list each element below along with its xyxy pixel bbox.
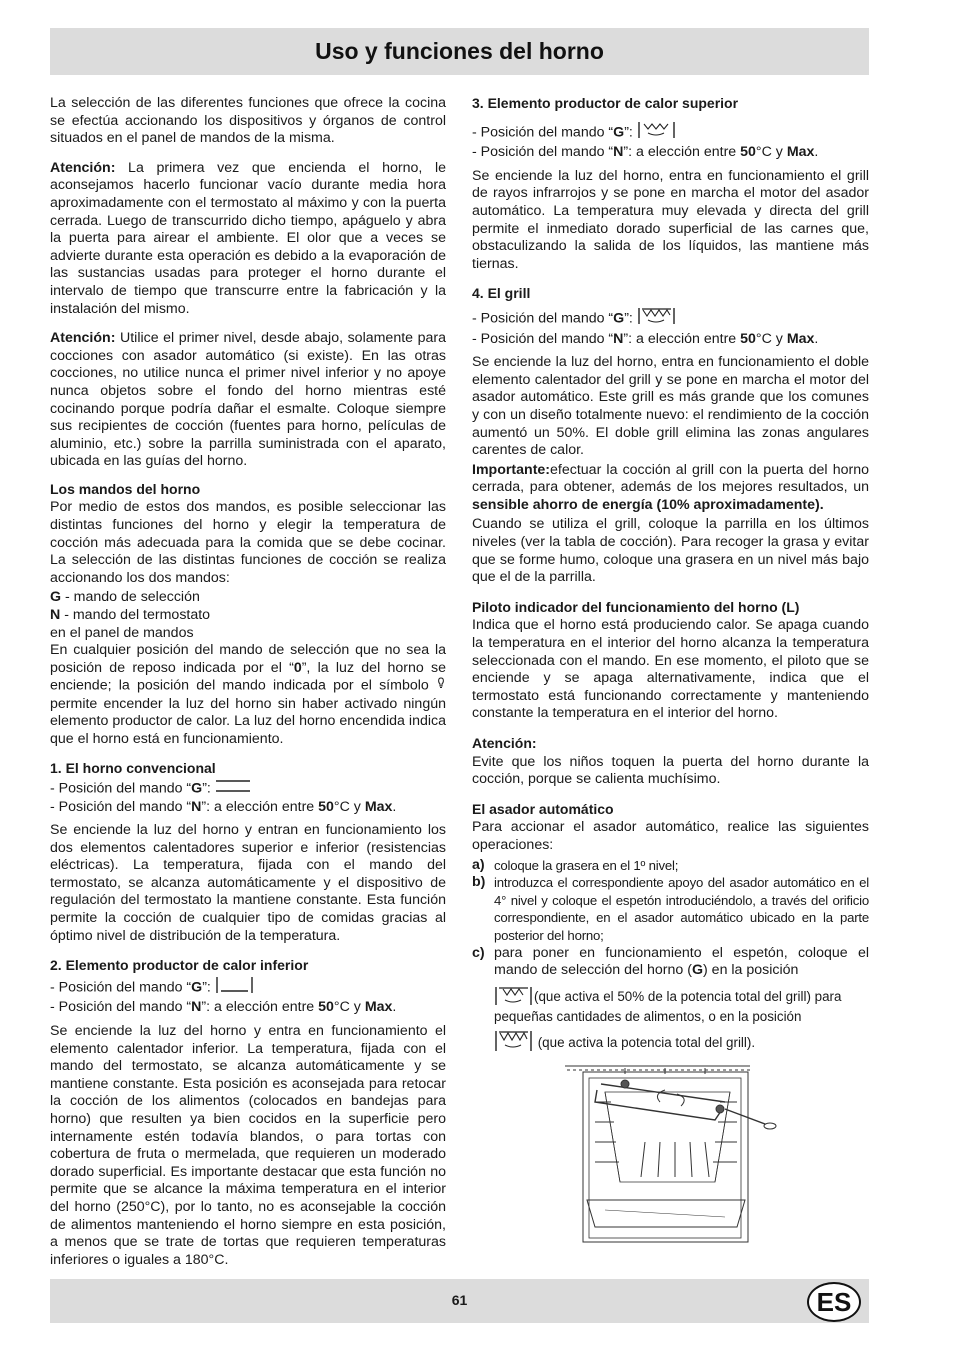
oven-rotisserie-illustration: [565, 1062, 795, 1248]
bottom-heat-icon: [215, 976, 255, 1000]
title-bar: [50, 28, 869, 75]
section-2-paragraph: Se enciende la luz del horno y entra en funcionamiento el elemento calentador inferior. La temperatura, fijada con el mando del termostato, se alcanza automáticamente y se mantiene constante. Esta posición es aconsejada para retocar la cocción de los alimentos (colocados en bandejas para horno) que resulten ya bien cocidos en la superficie pero internamente estén todavía blandos, o para tortas con cobertura de fruta o mermelada, que requieren un moderado dorado superficial. Es importante destacar que esta función no permite que se alcance la máxima temperatura en el interior del horno (250°C), por lo tanto, no es aconsejable la cocción de alimentos manteniendo el horno siempre en esta posición, a menos que se trate de tortas que requieren temperaturas inferiores o iguales a 180°C.: [50, 1023, 446, 1268]
section-4-heading: 4. El grill: [472, 285, 531, 302]
temp-min: 50: [740, 144, 756, 161]
g-text: - mando de selección: [61, 589, 200, 606]
list-label: b): [472, 874, 486, 891]
temp-min: 50: [740, 330, 756, 347]
right-column: [472, 95, 869, 1056]
pos-text: ”:: [202, 979, 215, 996]
pos-n-line: [50, 999, 446, 1017]
section-2-heading: 2. Elemento productor de calor inferior: [50, 957, 309, 974]
dot: .: [814, 144, 819, 161]
n-line: [50, 607, 446, 625]
temp-unit: °C y: [755, 330, 787, 347]
left-column: [50, 95, 446, 1281]
atencion-heading: Atención:: [472, 735, 537, 751]
n-text: - mando del termostato: [60, 607, 211, 624]
posicion-text: ”, la luz del horno se enciende; la posición del mando indicada por el símbolo: [50, 659, 446, 694]
page-title: Uso y funciones del horno: [315, 38, 604, 64]
section-1-heading: 1. El horno convencional: [50, 760, 216, 777]
pos-text: - Posición del mando “: [50, 780, 192, 797]
piloto-heading: Piloto indicador del funcionamiento del horno (L): [472, 598, 800, 615]
pos-text: - Posición del mando “: [472, 144, 614, 161]
temp-max: Max: [364, 798, 393, 815]
g-line: [50, 589, 446, 607]
mandos-paragraph: Por medio de estos dos mandos, es posible seleccionar las distintas funciones del horno y elegir la temperatura de cocción más adecuada para la comida que se debe cocinar. La selección de las distintas funciones de cocción se realiza accionando los dos mandos:: [50, 499, 446, 586]
atencion-paragraph: Evite que los niños toquen la puerta del horno durante la cocción, porque se calienta muchísimo.: [472, 753, 869, 788]
atencion-text: La primera vez que encienda el horno, le aconsejamos hacerlo funcionar vacío durante media hora aproximadamente con el termostato al máximo y con la puerta cerrada. Luego de transcurrido dicho tiempo, apáguelo y abra la puerta para airear el ambiente. El olor que a veces se advierte durante esta operación es debido a la evaporación de las sustancias usadas para proteger el horno durante el intervalo de tiempo que transcurre entre la fabricación y la instalación del mismo.: [50, 159, 446, 317]
dot: .: [392, 798, 397, 815]
pos-text: - Posición del mando “: [472, 330, 614, 347]
language-badge: ES: [807, 1282, 861, 1322]
pos-g-line: [50, 779, 446, 799]
g-letter: G: [191, 780, 203, 797]
asador-paragraph: Para accionar el asador automático, realice las siguientes operaciones:: [472, 819, 869, 853]
option-1: [472, 986, 869, 1024]
double-grill-icon: [637, 307, 677, 331]
panel-line: en el panel de mandos: [50, 624, 194, 641]
posicion-text: permite encender la luz del horno sin haber activado ningún elemento productor de calor. La luz del horno encendida indica que el horno está en funcionamiento.: [50, 695, 446, 747]
conventional-oven-icon: [215, 779, 251, 799]
temp-unit: °C y: [333, 798, 365, 815]
lamp-icon: [436, 677, 446, 695]
g-letter: G: [613, 310, 625, 327]
pos-n-line: [472, 331, 869, 349]
atencion-label: Atención:: [50, 330, 116, 347]
list-label: c): [472, 944, 485, 961]
section-1-paragraph: Se enciende la luz del horno y entran en funcionamiento los dos elementos calentadores superior e inferior (resistencias eléctricas). La temperatura, fijada con el mando del termostato, se alcanza automáticamente y el dispositivo de regulación del termostato la mantiene constante. Esta función permite la cocción de cualquier tipo de comidas gracias al óptimo nivel de distribución de la temperatura.: [50, 822, 446, 944]
pos-text: - Posición del mando “: [50, 979, 192, 996]
importante-bold: sensible ahorro de energía (10% aproximadamente).: [472, 496, 824, 513]
atencion-text: Utilice el primer nivel, desde abajo, solamente para cocciones con asador automático (si existe). En las otras cocciones, no utilice nunca el primer nivel inferior y no apoye nunca objetos sobre el fondo del horno mientras esté cocinando porque podría dañar el esmalte. Coloque siempre sus recipientes de cocción (fuentes para horno, películas de aluminio, etc.) sobre la parrilla suministrada con el aparato, ubicada en las guías del horno.: [50, 330, 446, 470]
g-letter: G: [191, 979, 203, 996]
pos-g-line: [50, 976, 446, 1000]
pos-text: ”: a elección entre: [623, 144, 741, 161]
pos-text: - Posición del mando “: [472, 310, 614, 327]
pos-text: ”:: [624, 310, 637, 327]
posicion-zero: 0: [293, 659, 302, 676]
grill-paragraph: Cuando se utiliza el grill, coloque la parrilla en los últimos niveles (ver la tabla de cocción). Para recoger la grasa y evitar que se forme humo, coloque una grasera en un nivel más bajo que el de la parrilla.: [472, 516, 869, 586]
page-number: 61: [451, 1292, 468, 1308]
pos-text: ”:: [202, 780, 215, 797]
g-letter: G: [50, 589, 62, 606]
temp-min: 50: [318, 798, 334, 815]
temp-unit: °C y: [755, 144, 787, 161]
n-letter: N: [191, 999, 202, 1016]
list-item: [472, 874, 869, 944]
double-grill-icon: [494, 1030, 534, 1057]
pos-n-line: [472, 144, 869, 162]
piloto-paragraph: Indica que el horno está produciendo calor. Se apaga cuando la temperatura en el interior del horno alcanza la temperatura seleccionada con el mando. En ese momento, el piloto que se enciende y se apaga alternativamente, indica que el termostato está funcionando correctamente y manteniendo constante la temperatura en el interior del horno.: [472, 617, 869, 722]
g-letter: G: [691, 962, 704, 979]
asador-heading: El asador automático: [472, 800, 614, 817]
atencion-label: Atención:: [50, 159, 116, 176]
pos-text: ”: a elección entre: [201, 798, 319, 815]
section-3-heading: 3. Elemento productor de calor superior: [472, 95, 739, 111]
footer-bar: [50, 1279, 869, 1323]
intro-paragraph: La selección de las diferentes funciones que ofrece la cocina se efectúa accionando los dispositivos y órganos de control situados en el panel de mandos de la misma.: [50, 95, 446, 147]
option-text: (que activa el 50% de la potencia total del grill) para pequeñas cantidades de alimentos, o en la posición: [494, 988, 842, 1024]
pos-n-line: [50, 799, 446, 817]
g-letter: G: [613, 124, 625, 141]
posicion-paragraph: [50, 642, 446, 748]
pos-text: - Posición del mando “: [50, 999, 192, 1016]
top-grill-icon: [637, 121, 677, 145]
pos-text: - Posición del mando “: [50, 798, 192, 815]
n-letter: N: [50, 607, 61, 624]
dot: .: [814, 330, 819, 347]
list-text: introduzca el correspondiente apoyo del asador automático en el 4° nivel y coloque el espetón introduciéndolo, a través del orificio correspondiente, en el asador automático ubicado en la parte posterior del horno;: [494, 875, 869, 943]
temp-min: 50: [318, 999, 334, 1016]
list-item: [472, 857, 869, 875]
pos-text: ”: a elección entre: [201, 999, 319, 1016]
list-text: [494, 945, 869, 980]
list-label: a): [472, 856, 485, 873]
pos-text: - Posición del mando “: [472, 124, 614, 141]
section-3-paragraph: Se enciende la luz del horno, entra en funcionamiento el grill de rayos infrarrojos y se pone en marcha el motor del asador automático. La temperatura muy elevada y directa del grill permite el inmediato dorado superficial de las carnes que, obstaculizando la salida de los líquidos, las mantiene más tiernas.: [472, 167, 869, 272]
pos-text: ”:: [624, 124, 637, 141]
n-letter: N: [613, 144, 624, 161]
pos-g-line: [472, 307, 869, 331]
importante-label: Importante:: [472, 461, 551, 478]
list-text: coloque la grasera en el 1º nivel;: [494, 857, 679, 873]
option-2: [472, 1030, 869, 1057]
list-item: [472, 945, 869, 980]
n-letter: N: [613, 330, 624, 347]
top-grill-icon: [494, 986, 534, 1009]
pos-text: ”: a elección entre: [623, 330, 741, 347]
option-text: (que activa la potencia total del grill).: [534, 1034, 756, 1050]
posicion-text: En cualquier posición del mando de selección que no sea la posición de reposo indicada por el “: [50, 642, 446, 676]
temp-unit: °C y: [333, 999, 365, 1016]
mandos-heading: Los mandos del horno: [50, 480, 201, 497]
dot: .: [392, 999, 397, 1016]
pos-g-line: [472, 121, 869, 145]
section-4-paragraph: Se enciende la luz del horno, entra en funcionamiento el doble elemento calentador del grill y se pone en marcha el motor del asador automático. Este grill es más grande que los comunes y con un diseño totalmente nuevo: el rendimiento de la cocción aumentó un 50%. El doble grill elimina las zonas angulares carentes de calor.: [472, 354, 869, 459]
atencion-paragraph-2: [50, 330, 446, 471]
atencion-paragraph-1: [50, 160, 446, 318]
temp-max: Max: [786, 144, 815, 161]
temp-max: Max: [364, 999, 393, 1016]
n-letter: N: [191, 798, 202, 815]
list-text-part: ) en la posición: [703, 962, 799, 979]
importante-text: efectuar la cocción al grill con la puerta del horno cerrada, para obtener, además de los mejores resultados, un: [472, 461, 869, 496]
list-text-part: para poner en funcionamiento el espetón, coloque el mando de selección del horno (: [494, 944, 869, 979]
temp-max: Max: [786, 330, 815, 347]
importante-paragraph: [472, 462, 869, 515]
